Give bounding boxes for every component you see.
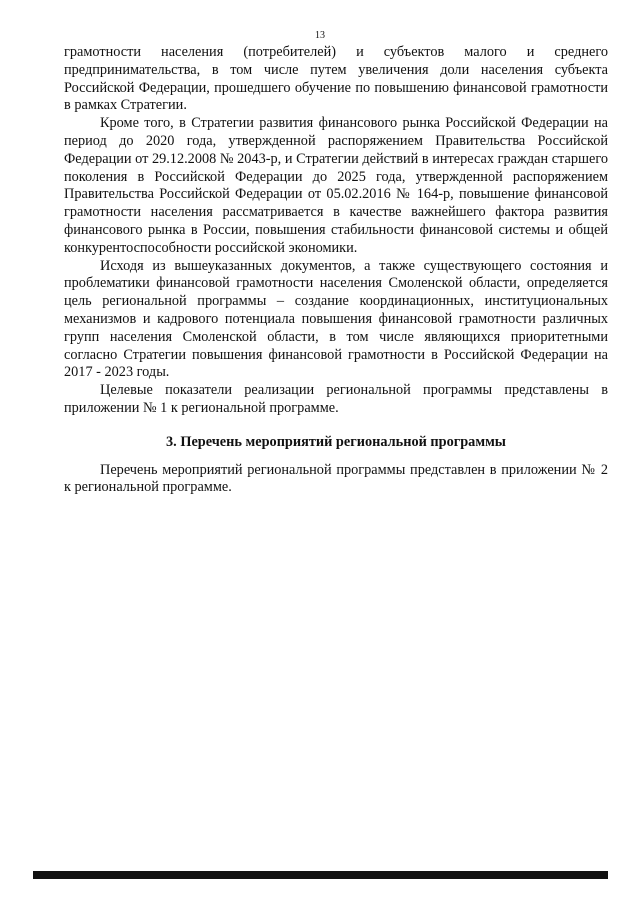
page-number: 13 (315, 30, 325, 41)
paragraph-activities-list: Перечень мероприятий региональной программы представлен в приложении № 2 к региональной программе. (64, 461, 608, 496)
paragraph-strategies: Кроме того, в Стратегии развития финансового рынка Российской Федерации на период до 2020 года, утвержденной распоряжением Правительства Российской Федерации от 29.12.2008 № 2043-р, и Стратегии действий в интересах граждан старшего поколения в Российской Федерации до 2025 года, утвержденной распоряжением Правительства Российской Федерации от 05.02.2016 № 164-р, повышение финансовой грамотности населения рассматривается в качестве важнейшего фактора развития финансового рынка в России, повышения стабильности финансовой системы и общей конкурентоспособности российской экономики. (64, 115, 608, 256)
paragraph-target-indicators: Целевые показатели реализации региональной программы представлены в приложении № 1 к региональной программе. (64, 382, 608, 416)
document-body (64, 44, 608, 497)
bottom-rule (33, 871, 608, 879)
section-heading: 3. Перечень мероприятий региональной программы (166, 433, 506, 450)
paragraph-continuation: грамотности населения (потребителей) и субъектов малого и среднего предпринимательства, в том числе путем увеличения доли населения субъекта Российской Федерации, прошедшего обучение по повышению финансовой грамотности в рамках Стратегии. (64, 44, 608, 114)
paragraph-program-goal: Исходя из вышеуказанных документов, а также существующего состояния и проблематики финансовой грамотности населения Смоленской области, определяется цель региональной программы – создание координационных, институциональных механизмов и кадрового потенциала повышения финансовой грамотности различных групп населения Смоленской области, в том числе являющихся приоритетными согласно Стратегии повышения финансовой грамотности в Российской Федерации на 2017 - 2023 годы. (64, 257, 608, 381)
